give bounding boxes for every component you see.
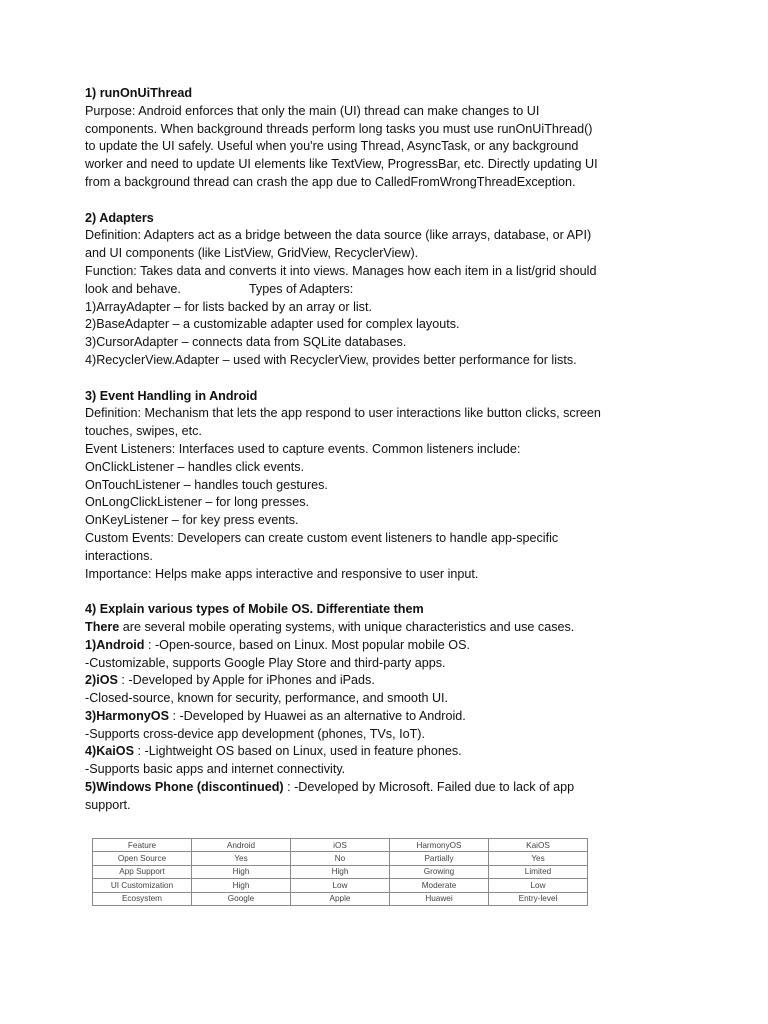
table-row: [93, 879, 588, 892]
section-1-heading: 1) runOnUiThread: [85, 86, 193, 100]
os-name: 2)iOS: [85, 673, 118, 688]
section-3-line: OnLongClickListener – for long presses.: [85, 495, 310, 510]
table-cell: Moderate: [390, 879, 489, 892]
table-cell: Partially: [390, 852, 489, 865]
os-description: : -Developed by Apple for iPhones and iPads.: [117, 673, 375, 688]
adapter-list-item: 2)BaseAdapter – a customizable adapter used for complex layouts.: [85, 317, 460, 332]
table-cell: Limited: [489, 865, 588, 878]
section-4-intro: [85, 619, 645, 637]
os-entry-kaios: [85, 743, 645, 761]
os-name: 4)KaiOS: [85, 744, 134, 759]
section-1-line: to update the UI safely. Useful when you're using Thread, AsyncTask, or any background: [85, 139, 579, 154]
types-of-adapters-label: Types of Adapters:: [248, 281, 354, 296]
table-cell: Yes: [489, 852, 588, 865]
table-cell: High: [192, 865, 291, 878]
section-1-line: components. When background threads perform long tasks you must use runOnUiThread(): [85, 121, 593, 136]
section-2-function: look and behave.: [85, 281, 181, 296]
section-3-line: Importance: Helps make apps interactive and responsive to user input.: [85, 566, 479, 581]
os-extra: -Supports cross-device app development (phones, TVs, IoT).: [85, 726, 425, 741]
os-name: 1)Android: [85, 637, 145, 652]
table-row: [93, 852, 588, 865]
table-header-cell: Feature: [93, 839, 192, 852]
table-row: [93, 892, 588, 905]
os-entry-ios: [85, 672, 645, 690]
table-cell: Entry-level: [489, 892, 588, 905]
section-3-line: interactions.: [85, 548, 153, 563]
section-3-line: OnKeyListener – for key press events.: [85, 513, 299, 528]
os-name: 5)Windows Phone (discontinued): [85, 780, 284, 795]
os-entry-android: [85, 637, 645, 655]
os-extra: -Supports basic apps and internet connectivity.: [85, 762, 346, 777]
section-1-line: worker and need to update UI elements like TextView, ProgressBar, etc. Directly updating UI: [85, 157, 598, 172]
table-cell: App Support: [93, 865, 192, 878]
section-2-definition: and UI components (like ListView, GridView, RecyclerView).: [85, 246, 419, 261]
section-2-heading: 2) Adapters: [85, 210, 154, 225]
os-entry-harmonyos: [85, 708, 645, 726]
table-cell: Open Source: [93, 852, 192, 865]
table-header-cell: HarmonyOS: [390, 839, 489, 852]
section-2-definition: Definition: Adapters act as a bridge between the data source (like arrays, database, or API): [85, 228, 592, 243]
section-3-line: touches, swipes, etc.: [85, 424, 202, 439]
section-3-line: Event Listeners: Interfaces used to capture events. Common listeners include:: [85, 441, 521, 456]
adapter-list-item: 3)CursorAdapter – connects data from SQLite databases.: [85, 335, 407, 350]
table-cell: Google: [192, 892, 291, 905]
os-description: : -Open-source, based on Linux. Most popular mobile OS.: [144, 637, 470, 652]
table-cell: Low: [291, 879, 390, 892]
os-extra: support.: [85, 797, 131, 812]
section-4-intro-bold: There: [85, 619, 120, 634]
os-entry-windows-phone: [85, 779, 645, 797]
table-cell: High: [291, 865, 390, 878]
table-header-cell: KaiOS: [489, 839, 588, 852]
table-cell: Yes: [192, 852, 291, 865]
adapter-list-item: 4)RecyclerView.Adapter – used with RecyclerView, provides better performance for lists.: [85, 352, 577, 367]
section-2-function: Function: Takes data and converts it into views. Manages how each item in a list/grid should: [85, 263, 597, 278]
table-cell: Ecosystem: [93, 892, 192, 905]
os-name: 3)HarmonyOS: [85, 708, 169, 723]
section-3-line: OnClickListener – handles click events.: [85, 459, 305, 474]
section-2-function-line: [85, 281, 645, 299]
table-cell: Huawei: [390, 892, 489, 905]
table-cell: High: [192, 879, 291, 892]
table-cell: Apple: [291, 892, 390, 905]
table-header-row: [93, 839, 588, 852]
os-description: : -Developed by Microsoft. Failed due to lack of app: [283, 780, 575, 795]
section-4-intro-text: are several mobile operating systems, with unique characteristics and use cases.: [119, 619, 575, 634]
os-description: : -Developed by Huawei as an alternative to Android.: [168, 708, 466, 723]
section-3-line: OnTouchListener – handles touch gestures.: [85, 477, 328, 492]
table-cell: No: [291, 852, 390, 865]
table-header-cell: iOS: [291, 839, 390, 852]
os-description: : -Lightweight OS based on Linux, used in feature phones.: [134, 744, 462, 759]
section-1-line: from a background thread can crash the app due to CalledFromWrongThreadException.: [85, 174, 576, 189]
section-3-line: Definition: Mechanism that lets the app respond to user interactions like button clicks, screen: [85, 406, 601, 421]
table-cell: Growing: [390, 865, 489, 878]
os-comparison-table: [92, 838, 588, 906]
table-cell: Low: [489, 879, 588, 892]
document-body: [85, 85, 645, 815]
section-1-line: Purpose: Android enforces that only the main (UI) thread can make changes to UI: [85, 103, 540, 118]
table-header-cell: Android: [192, 839, 291, 852]
table-row: [93, 865, 588, 878]
section-4-heading: 4) Explain various types of Mobile OS. Differentiate them: [85, 602, 424, 617]
adapter-list-item: 1)ArrayAdapter – for lists backed by an array or list.: [85, 299, 372, 314]
section-3-line: Custom Events: Developers can create custom event listeners to handle app-specific: [85, 530, 559, 545]
table-cell: UI Customization: [93, 879, 192, 892]
os-extra: -Closed-source, known for security, performance, and smooth UI.: [85, 691, 449, 706]
section-3-heading: 3) Event Handling in Android: [85, 388, 258, 403]
os-extra: -Customizable, supports Google Play Store and third-party apps.: [85, 655, 446, 670]
